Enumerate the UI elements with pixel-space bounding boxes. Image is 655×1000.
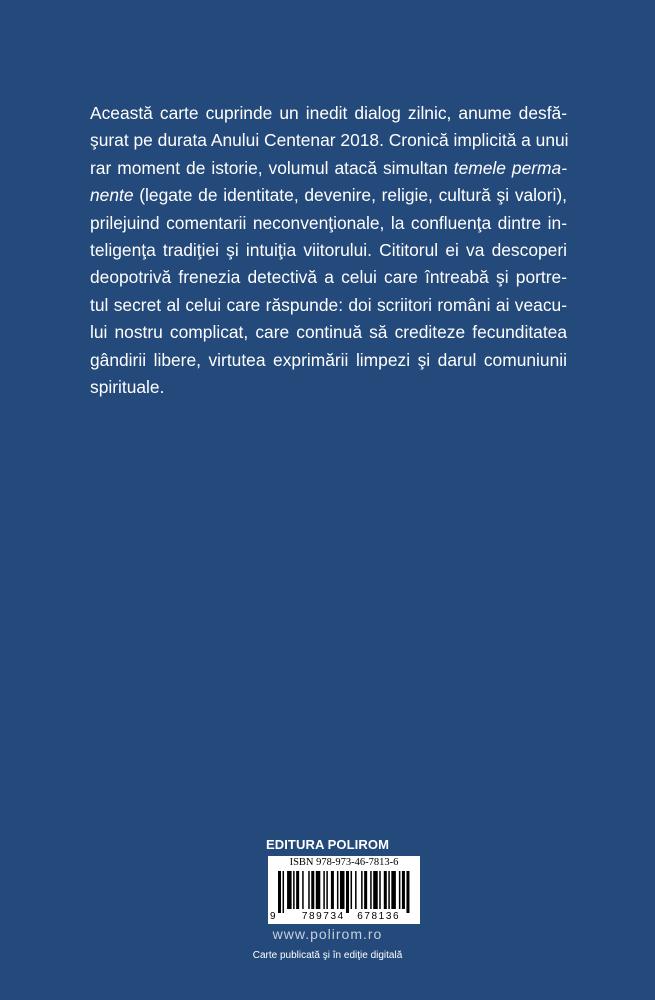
- description-line: nente (legate de identitate, devenire, religie, cultură şi valori),: [90, 185, 567, 206]
- book-description: [90, 100, 567, 401]
- italic-phrase-end: nente: [90, 185, 134, 206]
- italic-phrase: temele perma-: [453, 157, 567, 178]
- barcode-digit-first: 9: [270, 911, 278, 922]
- digital-edition-note: Carte publicată şi în ediţie digitală: [252, 950, 403, 961]
- barcode-icon: [278, 871, 414, 913]
- description-line: prilejuind comentarii neconvenţionale, la confluenţa dintre in-: [90, 212, 567, 233]
- publisher-website: www.polirom.ro: [272, 926, 383, 942]
- description-line: lui nostru complicat, care continuă să crediteze fecunditatea: [90, 322, 567, 343]
- description-line: spirituale.: [90, 376, 165, 397]
- isbn-barcode: [268, 856, 420, 924]
- description-line: teligenţa tradiţiei şi intuiţia viitorului. Cititorul ei va descoperi: [90, 239, 567, 260]
- description-line: şurat pe durata Anului Centenar 2018. Cronică implicită a unui: [90, 130, 569, 151]
- barcode-digit-group2: 678136: [357, 911, 401, 922]
- description-line: rar moment de istorie, volumul atacă simultan temele perma-: [90, 157, 567, 178]
- publisher-name: EDITURA POLIROM: [265, 837, 390, 852]
- description-line: Această carte cuprinde un inedit dialog zilnic, anume desfă-: [90, 103, 567, 123]
- description-line: gândirii libere, virtutea exprimării limpezi şi darul comuniunii: [90, 349, 567, 370]
- barcode-digits: [268, 911, 420, 922]
- description-line: deopotrivă frenezia detectivă a celui care întreabă şi portre-: [90, 267, 567, 288]
- isbn-number: ISBN 978-973-46-7813-6: [289, 857, 399, 868]
- description-line: tul secret al celui care răspunde: doi scriitori români ai veacu-: [90, 294, 567, 315]
- barcode-digit-group1: 789734: [301, 911, 345, 922]
